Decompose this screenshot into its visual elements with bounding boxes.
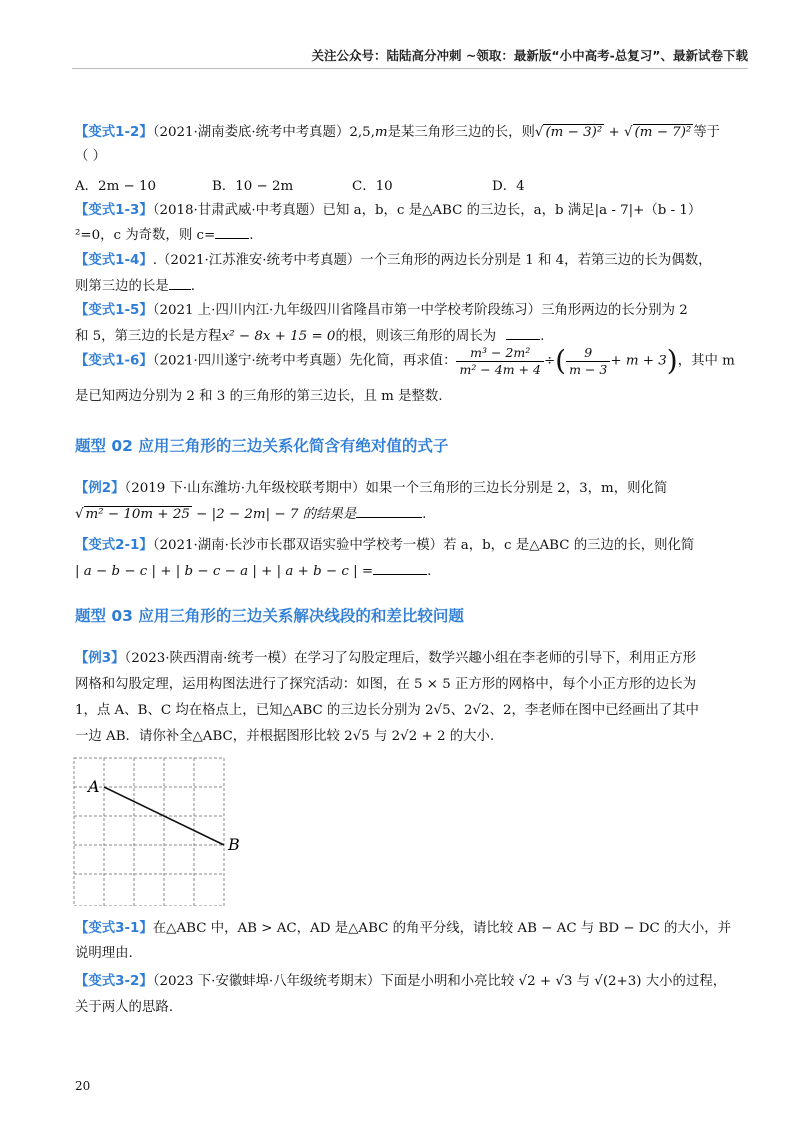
v15-equation: x² − 8x + 15 = 0: [221, 329, 336, 344]
ex2-rest-b: .: [422, 507, 427, 522]
v12-text-a: （2021·湖南娄底·统考中考真题）2,5,: [152, 125, 375, 140]
v16-tail: + m + 3: [610, 353, 667, 369]
grid-figure: [72, 756, 252, 906]
tag-v3-1: 【变式3-1】: [75, 921, 153, 936]
sqrt-sign: √: [623, 125, 633, 140]
v13-text2-b: .: [249, 228, 254, 243]
answer-blank: [373, 562, 427, 575]
option-b: B．10 − 2m: [212, 179, 294, 194]
ex3-text: （2023·陕西渭南·统考一模）在学习了勾股定理后，数学兴趣小组在李老师的引导下，利用正方形: [124, 651, 697, 666]
frac1-denominator: m² − 4m + 4: [459, 361, 541, 377]
sqrt-sign: √: [75, 507, 84, 522]
answer-blank: [506, 327, 540, 340]
page-number: 20: [75, 1079, 91, 1093]
problem-v1-3: [75, 202, 701, 220]
tag-v1-5: 【变式1-5】: [75, 303, 153, 318]
right-paren: ): [666, 344, 678, 377]
v21-text2-a: | a − b − c | + | b − c − a | + | a + b − c | =: [75, 564, 374, 579]
v12-m: m: [374, 125, 388, 140]
frac2-numerator: 9: [566, 345, 610, 362]
tag-v1-4: 【变式1-4】: [75, 253, 153, 268]
fraction-2: [566, 345, 610, 378]
problem-v2-1: [75, 537, 694, 555]
v16-text-a: （2021·四川遂宁·统考中考真题）先化简，再求值：: [152, 353, 457, 369]
v13-line2: [75, 226, 253, 245]
section-title-03: 题型 03 应用三角形的三边关系解决线段的和差比较问题: [75, 607, 464, 625]
problem-v3-2: [75, 973, 726, 991]
point-a-label: A: [88, 777, 100, 796]
v31-text: 在△ABC 中，AB > AC，AD 是△ABC 的角平分线，请比较 AB − AC 与 BD − DC 的大小，并: [152, 921, 731, 936]
ex2-rest-a: − |2 − 2m| − 7 的结果是: [191, 507, 357, 522]
tag-example-3: 【例3】: [75, 651, 125, 666]
v15-text2-a: 和 5，第三边的长是方程: [75, 329, 222, 344]
v12-text-b: 是某三角形三边的长，则: [387, 125, 535, 140]
v32-line2: 关于两人的思路.: [75, 1000, 173, 1015]
v14-text2-a: 则第三边的长是: [75, 279, 169, 294]
option-a: A．2m − 10: [75, 179, 157, 194]
v15-text2-b: 的根，则该三角形的周长为: [335, 329, 497, 344]
v16-text-b: ，其中 m: [677, 353, 735, 369]
sqrt-sign: √: [534, 125, 544, 140]
tag-v3-2: 【变式3-2】: [75, 974, 153, 989]
v21-text: （2021·湖南·长沙市长郡双语实验中学校考一模）若 a，b，c 是△ABC 的三边的长，则化简: [152, 538, 695, 553]
ex3-line2: 网格和勾股定理，运用构图法进行了探究活动：如图，在 5 × 5 正方形的网格中，每个小正方形的边长为: [75, 677, 697, 692]
problem-v1-4: [75, 252, 711, 270]
ex3-line4: 一边 AB．请你补全△ABC，并根据图形比较 2√5 与 2√2 + 2 的大小.: [75, 729, 495, 744]
frac1-numerator: m³ − 2m²: [456, 345, 543, 362]
v13-text2-a: ²=0，c 为奇数，则 c=: [75, 228, 216, 243]
tag-example-2: 【例2】: [75, 481, 125, 496]
v12-plus: +: [604, 125, 624, 140]
problem-v1-6: [75, 340, 735, 382]
point-b-label: B: [228, 835, 240, 854]
v12-sqrt2: (m − 7)²: [634, 125, 692, 140]
ex2-sqrt: m² − 10m + 25: [85, 507, 190, 522]
divide-sign: ÷: [543, 353, 556, 369]
v15-text2-c: .: [540, 329, 545, 344]
v31-line2: 说明理由.: [75, 946, 133, 961]
v12-sqrt1: (m − 3)²: [545, 125, 603, 140]
left-paren: (: [555, 344, 567, 377]
tag-v1-3: 【变式1-3】: [75, 203, 153, 218]
tag-v1-2: 【变式1-2】: [75, 125, 153, 140]
page-header: 关注公众号：陆陆高分冲刺 ~领取：最新版“小中高考-总复习”、最新试卷下载: [311, 48, 748, 63]
v16-line2: 是已知两边分别为 2 和 3 的三角形的第三边长，且 m 是整数.: [75, 389, 443, 404]
option-c: C．10: [352, 179, 393, 194]
v21-text2-b: .: [427, 564, 432, 579]
fraction-1: [456, 345, 543, 378]
option-d: D．4: [492, 179, 525, 194]
frac2-denominator: m − 3: [569, 361, 608, 377]
v13-text: （2018·甘肃武威·中考真题）已知 a，b，c 是△ABC 的三边长，a，b 满足|a - 7|+（b - 1）: [152, 203, 702, 218]
answer-blank: [356, 505, 422, 518]
example-2: [75, 480, 667, 498]
tag-v1-6: 【变式1-6】: [75, 353, 153, 369]
ex2-line2: [75, 505, 426, 524]
problem-v3-1: [75, 920, 731, 938]
v12-paren: （ ）: [75, 149, 107, 164]
problem-v1-5: [75, 302, 688, 320]
v14-text: .（2021·江苏淮安·统考中考真题）一个三角形的两边长分别是 1 和 4，若第三边的长为偶数，: [152, 253, 712, 268]
v21-line2: [75, 562, 431, 581]
problem-v1-2: [75, 124, 720, 142]
v14-text2-b: .: [190, 279, 195, 294]
answer-blank: [215, 226, 249, 239]
ex3-line3: 1，点 A、B、C 均在格点上，已知△ABC 的三边长分别为 2√5、2√2、2，李老师在图中已经画出了其中: [75, 703, 699, 718]
tag-v2-1: 【变式2-1】: [75, 538, 153, 553]
v12-text-c: 等于: [693, 125, 721, 140]
v14-line2: [75, 277, 195, 296]
answer-blank: [169, 277, 191, 290]
v15-text: （2021 上·四川内江·九年级四川省隆昌市第一中学校考阶段练习）三角形两边的长分别为 2: [152, 303, 688, 318]
header-divider: [72, 68, 748, 69]
ex2-text: （2019 下·山东潍坊·九年级校联考期中）如果一个三角形的三边长分别是 2，3，m，则化简: [124, 481, 668, 496]
example-3: [75, 650, 696, 668]
v32-text: （2023 下·安徽蚌埠·八年级统考期末）下面是小明和小亮比较 √2 + √3 与 √(2+3) 大小的过程，: [152, 974, 727, 989]
section-title-02: 题型 02 应用三角形的三边关系化简含有绝对值的式子: [75, 437, 449, 455]
